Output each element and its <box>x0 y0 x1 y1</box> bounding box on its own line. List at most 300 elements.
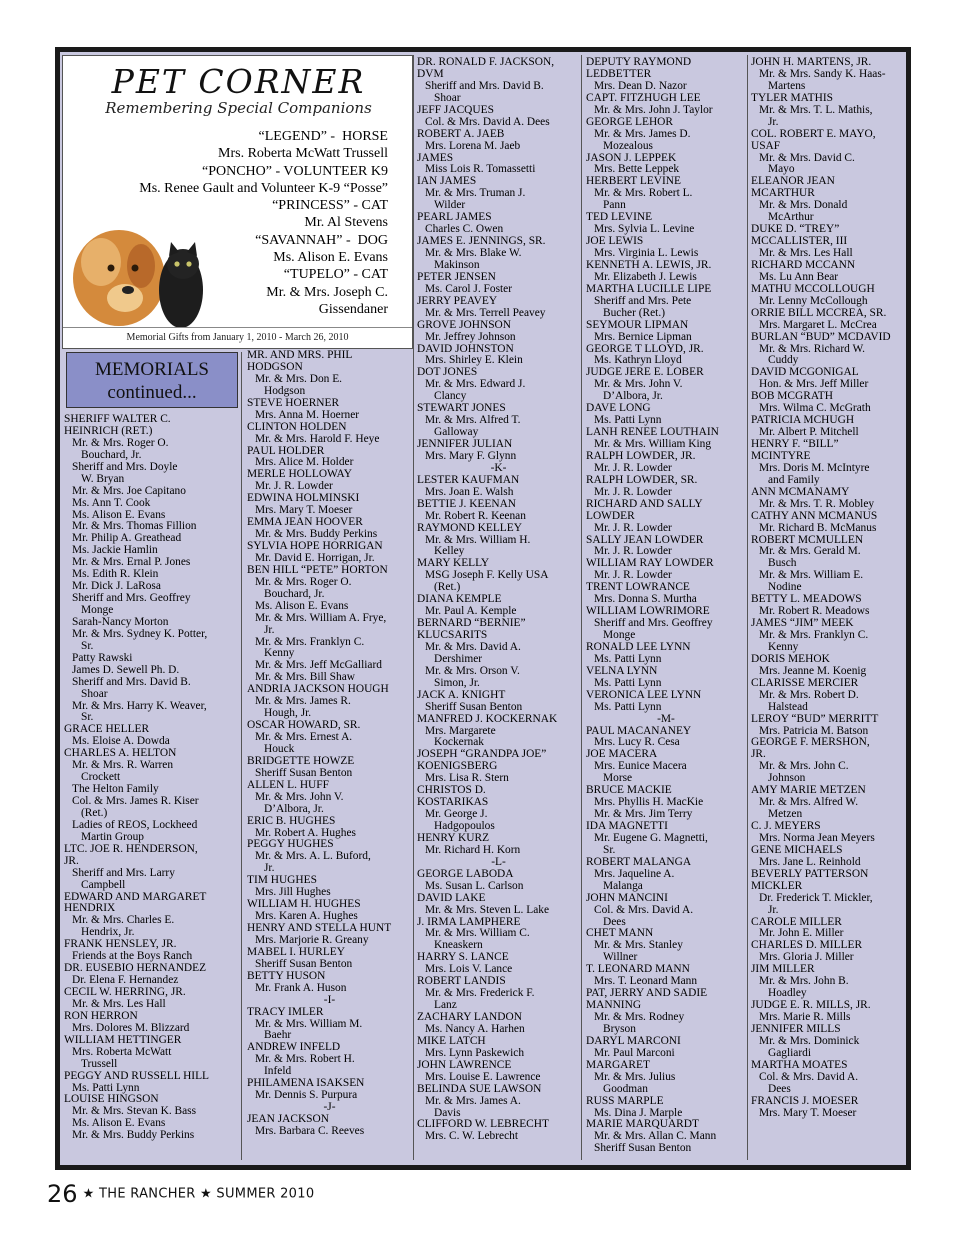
honoree-name: SALLY JEAN LOWDER <box>586 533 704 546</box>
donor-line: Mr. & Mrs. Roger O. <box>255 575 352 588</box>
honoree-name: LEDBETTER <box>586 67 652 80</box>
donor-line: Mr. & Mrs. Steven L. Lake <box>425 903 550 916</box>
donor-line: Mr. & Mrs. John V. <box>255 790 344 803</box>
donor-line-continued: Jr. <box>768 115 779 128</box>
donor-line: Mrs. Lorena M. Jaeb <box>425 139 521 152</box>
donor-line: Mr. J. R. Lowder <box>594 521 672 534</box>
donor-line-continued: Kockernak <box>434 736 484 749</box>
donor-line: Mr. & Mrs. Franklyn C. <box>759 629 869 641</box>
honoree-name: USAF <box>751 139 781 152</box>
pet-line: “SAVANNAH” - DOG <box>255 232 388 248</box>
donor-line-continued: Cuddy <box>768 354 799 367</box>
honoree-name: MARIE MARQUARDT <box>586 1118 699 1131</box>
donor-line: Mrs. Gloria J. Miller <box>759 951 854 964</box>
donor-line-continued: Dershimer <box>434 652 483 665</box>
honoree-name: HENRY AND STELLA HUNT <box>247 922 392 934</box>
donor-line: Mr. & Mrs. Robert D. <box>759 688 859 701</box>
donor-line: Mr. & Mrs. William M. <box>255 1017 363 1030</box>
donor-line: Mrs. Anna M. Hoerner <box>255 408 360 421</box>
column-divider <box>241 352 242 1160</box>
honoree-name: COL. ROBERT E. MAYO, <box>751 127 876 140</box>
donor-line: Mr. & Mrs. Blake W. <box>425 247 522 259</box>
honoree-name: RON HERRON <box>64 1009 138 1022</box>
donor-line: Mrs. Margarete <box>425 724 496 737</box>
donor-line: Col. & Mrs. David A. Dees <box>425 115 550 128</box>
donor-line: Mr. & Mrs. Stanley <box>594 939 683 952</box>
page-footer <box>47 1180 314 1208</box>
honoree-name: ALLEN L. HUFF <box>247 778 329 791</box>
honoree-name: JOE LEWIS <box>586 235 644 248</box>
honoree-name: CHET MANN <box>586 927 654 940</box>
honoree-name: BEN HILL “PETE” HORTON <box>247 563 388 576</box>
donor-line-continued: Nodine <box>768 581 802 594</box>
donor-line: James D. Sewell Ph. D. <box>72 663 180 676</box>
honoree-name: JIM MILLER <box>751 963 815 976</box>
honoree-name: LEROY “BUD” MERRITT <box>751 712 879 725</box>
donor-line: Sarah-Nancy Morton <box>72 615 169 628</box>
donor-line: Mrs. T. Leonard Mann <box>594 975 698 988</box>
honoree-name: ANN MCMANAMY <box>751 485 850 498</box>
donor-line: Ms. Patti Lynn <box>72 1081 140 1094</box>
honoree-name: RONALD LEE LYNN <box>586 640 691 653</box>
honoree-name: MANNING <box>586 999 642 1012</box>
donor-line: Mr. & Mrs. Gerald M. <box>759 545 861 558</box>
honoree-name: JEAN JACKSON <box>247 1113 329 1125</box>
donor-line-continued: Hodgson <box>264 384 306 397</box>
donor-line-continued: Monge <box>603 629 636 641</box>
donor-line: Ms. Patti Lynn <box>594 652 662 665</box>
donor-line-continued: Campbell <box>81 878 126 891</box>
donor-line: Mr. & Mrs. Rodney <box>594 1011 685 1023</box>
donor-line: Mr. Paul A. Kemple <box>425 605 517 618</box>
donor-line-continued: Willner <box>603 951 638 964</box>
donor-line: Mr. & Mrs. Orson V. <box>425 664 520 677</box>
donor-line-continued: Bouchard, Jr. <box>81 448 142 461</box>
donor-line: Ms. Dina J. Marple <box>594 1106 683 1119</box>
donor-line: Ms. Alison E. Evans <box>72 508 166 521</box>
donor-line: Mr. Robert R. Keenan <box>425 509 526 522</box>
donor-line: Mr. & Mrs. Richard W. <box>759 342 865 355</box>
memorial-column-1 <box>64 414 240 1142</box>
honoree-name: WILLIAM LOWRIMORE <box>586 605 710 618</box>
honoree-name: SHERIFF WALTER C. <box>64 413 171 425</box>
donor-line: Friends at the Boys Ranch <box>72 950 193 963</box>
honoree-name: PAUL HOLDER <box>247 444 325 457</box>
pet-line: “PONCHO” - VOLUNTEER K9 <box>202 163 388 179</box>
honoree-name: MANFRED J. KOCKERNAK <box>417 712 558 725</box>
donor-line: Mr. & Mrs. James D. <box>594 127 691 140</box>
donor-line: Mrs. Patricia M. Batson <box>759 724 869 737</box>
donor-line-continued: Hough, Jr. <box>264 707 312 720</box>
donor-line: Mrs. Joan E. Walsh <box>425 485 514 498</box>
donor-line: Mrs. Dean D. Nazor <box>594 79 687 92</box>
donor-line: Mr. Philip A. Greathead <box>72 532 182 545</box>
donor-line-continued: Gagliardi <box>768 1046 812 1059</box>
honoree-name: JASON J. LEPPEK <box>586 151 677 164</box>
honoree-name: HENDRIX <box>64 902 116 915</box>
donor-line: Mr. David E. Horrigan, Jr. <box>255 551 375 564</box>
honoree-name: ROBERT A. JAEB <box>417 127 505 140</box>
honoree-name: VELNA LYNN <box>586 664 658 677</box>
donor-line-continued: D’Albora, Jr. <box>264 802 324 815</box>
donor-line-continued: Martens <box>768 79 806 92</box>
honoree-name: FRANCIS J. MOESER <box>751 1094 859 1107</box>
honoree-name: JOHN H. MARTENS, JR. <box>751 56 872 68</box>
honoree-name: KOENIGSBERG <box>417 760 498 773</box>
donor-line: Mr. & Mrs. Robert H. <box>255 1053 355 1066</box>
honoree-name: MABEL I. HURLEY <box>247 945 345 958</box>
pet-line: Ms. Alison E. Evans <box>273 250 388 266</box>
honoree-name: MERLE HOLLOWAY <box>247 468 352 481</box>
memorial-column-5 <box>751 57 909 1119</box>
donor-line: Mrs. Louise E. Lawrence <box>425 1070 541 1083</box>
donor-line: Mr. & Mrs. Bill Shaw <box>255 671 355 684</box>
honoree-name: LOUISE HINGSON <box>64 1093 159 1106</box>
honoree-name: MCCALLISTER, III <box>751 235 848 248</box>
honoree-name: MCINTYRE <box>751 449 811 462</box>
section-letter: -I- <box>323 993 336 1006</box>
donor-line: Ms. Eloise A. Dowda <box>72 735 170 748</box>
donor-line: Ms. Alison E. Evans <box>72 1117 166 1130</box>
honoree-name: HODGSON <box>247 360 303 373</box>
honoree-name: T. LEONARD MANN <box>586 963 690 976</box>
donor-line-continued: Simon, Jr. <box>434 676 480 689</box>
honoree-name: STEVE HOERNER <box>247 396 340 409</box>
pet-line: “PRINCESS” - CAT <box>272 198 388 214</box>
honoree-name: JENNIFER MILLS <box>751 1022 841 1035</box>
donor-line: Mr. George J. <box>425 808 488 821</box>
pet-corner-box <box>62 55 413 349</box>
honoree-name: DUKE D. “TREY” <box>751 223 840 236</box>
donor-line: Ms. Carol J. Foster <box>425 282 513 295</box>
donor-line: Mr. Jeffrey Johnson <box>425 330 516 343</box>
donor-line: Col. & Mrs. David A. <box>594 903 694 916</box>
honoree-name: EDWARD AND MARGARET <box>64 890 207 903</box>
honoree-name: ORRIE BILL MCCREA, SR. <box>751 306 887 319</box>
honoree-name: JACK A. KNIGHT <box>417 688 506 701</box>
donor-line: Ms. Patti Lynn <box>594 700 662 713</box>
pet-corner-title: PET CORNER <box>111 62 366 101</box>
memorials-heading-title: MEMORIALS <box>94 359 209 380</box>
donor-line: Mr. John E. Miller <box>759 927 844 940</box>
donor-line: Mr. & Mrs. Jim Terry <box>594 808 693 821</box>
honoree-name: GEORGE F. MERSHON, <box>751 736 870 749</box>
donor-line: Mrs. Norma Jean Meyers <box>759 831 875 844</box>
donor-line-continued: Hoadley <box>768 987 807 1000</box>
donor-line: Mr. & Mrs. Les Hall <box>72 997 166 1010</box>
donor-line-continued: Hendrix, Jr. <box>81 926 135 939</box>
donor-line-continued: Makinson <box>434 258 480 271</box>
donor-line: Mrs. Lucy R. Cesa <box>594 736 680 749</box>
donor-line: Mr. & Mrs. William C. <box>425 927 530 940</box>
donor-line: Ms. Jackie Hamlin <box>72 544 158 557</box>
pet-line: Ms. Renee Gault and Volunteer K-9 “Posse” <box>139 180 388 196</box>
honoree-name: DAVID JOHNSTON <box>417 342 514 355</box>
donor-line: Sheriff and Mrs. David B. <box>425 79 544 92</box>
honoree-name: MICKLER <box>751 879 803 892</box>
honoree-name: JEFF JACQUES <box>417 103 494 116</box>
honoree-name: TYLER MATHIS <box>751 91 833 104</box>
donor-line-continued: (Ret.) <box>434 581 461 594</box>
honoree-name: BETTY HUSON <box>247 969 326 982</box>
donor-line-continued: (Ret.) <box>81 806 108 819</box>
donor-line: Mr. & Mrs. Julius <box>594 1070 676 1083</box>
donor-line: Mr. & Mrs. Donald <box>759 199 848 212</box>
donor-line: Sheriff and Mrs. Pete <box>594 294 692 307</box>
donor-line: Hon. & Mrs. Jeff Miller <box>759 378 869 391</box>
pet-line: Gissendaner <box>318 301 388 317</box>
donor-line: Mrs. Karen A. Hughes <box>255 910 358 923</box>
honoree-name: TRACY IMLER <box>247 1005 324 1018</box>
honoree-name: MCARTHUR <box>751 187 815 200</box>
honoree-name: JOSEPH “GRANDPA JOE” <box>417 748 547 761</box>
donor-line-continued: Bucher (Ret.) <box>603 306 665 319</box>
donor-line: Mr. & Mrs. Don E. <box>255 372 343 385</box>
donor-line-continued: Busch <box>768 557 797 570</box>
donor-line: Mr. & Mrs. Charles E. <box>72 914 175 927</box>
memorial-column-2 <box>247 350 412 1138</box>
honoree-name: RAYMOND KELLEY <box>417 521 522 534</box>
donor-line: Mr. & Mrs. Buddy Perkins <box>255 528 378 541</box>
memorials-heading <box>66 352 238 408</box>
donor-line: Mr. & Mrs. Ernal P. Jones <box>72 556 191 569</box>
donor-line-continued: Martin Group <box>81 830 144 843</box>
donor-line: Sheriff Susan Benton <box>425 700 523 713</box>
donor-line: Mr. & Mrs. Sydney K. Potter, <box>72 627 208 640</box>
donor-line: Mrs. Virginia L. Lewis <box>594 247 699 259</box>
donor-line: Mr. & Mrs. David C. <box>759 151 855 164</box>
donor-line: Mr. & Mrs. Harold F. Heye <box>255 432 380 445</box>
honoree-name: CAPT. FITZHUGH LEE <box>586 91 701 104</box>
honoree-name: PETER JENSEN <box>417 270 496 283</box>
donor-line: Mr. & Mrs. T. R. Mobley <box>759 497 875 510</box>
publication-line: ★ THE RANCHER ★ SUMMER 2010 <box>82 1186 315 1202</box>
donor-line: Mr. J. R. Lowder <box>594 485 672 498</box>
honoree-name: KENNETH A. LEWIS, JR. <box>586 258 712 271</box>
donor-line-continued: and Family <box>768 473 820 486</box>
donor-line: Dr. Elena F. Hernandez <box>72 974 179 987</box>
honoree-name: BRUCE MACKIE <box>586 784 672 797</box>
donor-line: Ms. Lu Ann Bear <box>759 270 839 283</box>
donor-line-continued: Jr. <box>264 862 275 875</box>
honoree-name: RALPH LOWDER, JR. <box>586 449 696 462</box>
honoree-name: DIANA KEMPLE <box>417 593 502 606</box>
pet-line: “LEGEND” - HORSE <box>258 129 388 144</box>
donor-line: Sheriff and Mrs. Doyle <box>72 460 178 473</box>
honoree-name: JERRY PEAVEY <box>417 294 498 307</box>
donor-line-continued: Clancy <box>434 390 467 403</box>
column-divider <box>747 55 748 1160</box>
donor-line: Mr. Robert A. Hughes <box>255 826 356 839</box>
donor-line: Mr. & Mrs. John J. Taylor <box>594 103 713 116</box>
donor-line: Mr. & Mrs. Dominick <box>759 1034 860 1047</box>
honoree-name: BEVERLY PATTERSON <box>751 867 869 880</box>
honoree-name: LOWDER <box>586 509 635 522</box>
section-letter: -L- <box>491 855 506 868</box>
donor-line: Mr. Lenny McCollough <box>759 294 868 307</box>
honoree-name: CHRISTOS D. <box>417 784 486 797</box>
donor-line: Mr. & Mrs. Terrell Peavey <box>425 306 546 319</box>
honoree-name: TIM HUGHES <box>247 874 317 887</box>
honoree-name: OSCAR HOWARD, SR. <box>247 719 361 732</box>
honoree-name: RUSS MARPLE <box>586 1094 664 1107</box>
donor-line: Mr. & Mrs. William H. <box>425 533 531 546</box>
donor-line-continued: Sr. <box>81 639 94 652</box>
honoree-name: BOB MCGRATH <box>751 390 833 403</box>
donor-line: Mr. & Mrs. James R. <box>255 695 351 708</box>
honoree-name: MR. AND MRS. PHIL <box>247 349 353 361</box>
donor-line: Miss Lois R. Tomassetti <box>425 163 536 176</box>
honoree-name: HEINRICH (RET.) <box>64 424 153 437</box>
section-letter: -M- <box>657 712 675 725</box>
donor-line: Mr. Frank A. Huson <box>255 981 347 994</box>
donor-line-continued: Bouchard, Jr. <box>264 587 325 600</box>
donor-line: Charles C. Owen <box>425 223 504 236</box>
donor-line-continued: Shoar <box>434 91 461 104</box>
honoree-name: PEARL JAMES <box>417 211 492 224</box>
donor-line: Mr. Eugene G. Magnetti, <box>594 831 708 844</box>
honoree-name: CECIL W. HERRING, JR. <box>64 986 186 998</box>
donor-line-continued: Sr. <box>81 711 94 724</box>
donor-line-continued: Lanz <box>434 999 457 1012</box>
donor-line: Sheriff Susan Benton <box>255 957 353 970</box>
donor-line: Mrs. Jeanne M. Koenig <box>759 664 867 677</box>
donor-line: Sheriff and Mrs. Geoffrey <box>594 617 713 630</box>
donor-line: Col. & Mrs. David A. <box>759 1070 859 1083</box>
donor-line-continued: Kenny <box>264 647 295 660</box>
honoree-name: MARTHA MOATES <box>751 1058 848 1071</box>
honoree-name: LESTER KAUFMAN <box>417 473 520 486</box>
donor-line: Mr. Elizabeth J. Lewis <box>594 270 697 283</box>
donor-line: Ms. Susan L. Carlson <box>425 879 524 892</box>
honoree-name: IAN JAMES <box>417 175 477 188</box>
honoree-name: GEORGE LABODA <box>417 867 514 880</box>
donor-line: Mr. & Mrs. Ernest A. <box>255 731 353 743</box>
donor-line-continued: Monge <box>81 604 114 616</box>
donor-line-continued: Kenny <box>768 640 799 653</box>
honoree-name: EMMA JEAN HOOVER <box>247 516 363 529</box>
donor-line: Mrs. Lynn Paskewich <box>425 1046 525 1059</box>
donor-line-continued: Mozealous <box>603 139 653 152</box>
honoree-name: SEYMOUR LIPMAN <box>586 318 689 331</box>
donor-line: Mr. Dennis S. Purpura <box>255 1089 358 1102</box>
donor-line-continued: Kneaskern <box>434 939 483 952</box>
memorial-gifts-caption: Memorial Gifts from January 1, 2010 - March 26, 2010 <box>63 327 412 348</box>
honoree-name: BERNARD “BERNIE” <box>417 617 526 630</box>
honoree-name: JENNIFER JULIAN <box>417 438 513 450</box>
donor-line-continued: Metzen <box>768 808 803 821</box>
donor-line-continued: Pann <box>603 199 626 212</box>
honoree-name: HERBERT LEVINE <box>586 175 681 188</box>
honoree-name: MARGARET <box>586 1058 650 1071</box>
honoree-name: GRACE HELLER <box>64 723 150 736</box>
donor-line: Mrs. Mary F. Glynn <box>425 449 517 462</box>
donor-line: Mr. & Mrs. Franklyn C. <box>255 635 365 648</box>
donor-line: Mr. & Mrs. Allan C. Mann <box>594 1130 717 1143</box>
donor-line-continued: Infeld <box>264 1065 292 1078</box>
honoree-name: JAMES “JIM” MEEK <box>751 617 854 630</box>
honoree-name: WILLIAM HETTINGER <box>64 1033 182 1046</box>
donor-line: Mrs. Shirley E. Klein <box>425 354 523 367</box>
honoree-name: GENE MICHAELS <box>751 843 843 856</box>
memorials-heading-subtitle: continued... <box>107 382 197 403</box>
honoree-name: CLIFFORD W. LEBRECHT <box>417 1118 549 1131</box>
section-letter: -J- <box>323 1101 336 1114</box>
honoree-name: CHARLES A. HELTON <box>64 747 177 760</box>
donor-line: Mrs. Lois V. Lance <box>425 963 513 976</box>
donor-line: Mr. & Mrs. Edward J. <box>425 378 526 391</box>
donor-line: Col. & Mrs. James R. Kiser <box>72 795 199 807</box>
donor-line: Ladies of REOS, Lockheed <box>72 818 198 831</box>
section-letter: -K- <box>490 461 507 474</box>
donor-line-continued: Baehr <box>264 1029 292 1042</box>
donor-line-continued: Dees <box>603 915 626 928</box>
honoree-name: PHILAMENA ISAKSEN <box>247 1077 365 1090</box>
honoree-name: CATHY ANN MCMANUS <box>751 509 878 522</box>
donor-line: Sheriff Susan Benton <box>594 1142 692 1155</box>
donor-line: Mr. & Mrs. John C. <box>759 760 849 773</box>
donor-line: Mrs. Barbara C. Reeves <box>255 1124 365 1137</box>
donor-line: Mr. & Mrs. Robert L. <box>594 187 693 200</box>
donor-line: The Helton Family <box>72 783 159 796</box>
donor-line: Mrs. Eunice Macera <box>594 760 687 773</box>
honoree-name: BURLAN “BUD” MCDAVID <box>751 330 891 343</box>
donor-line: Mr. & Mrs. R. Warren <box>72 759 174 772</box>
donor-line: Mr. & Mrs. John B. <box>759 975 849 988</box>
honoree-name: ROBERT LANDIS <box>417 975 506 988</box>
donor-line: Mrs. C. W. Lebrecht <box>425 1130 519 1143</box>
honoree-name: CLARISSE MERCIER <box>751 676 859 689</box>
honoree-name: GEORGE T LLOYD, JR. <box>586 342 704 355</box>
honoree-name: LTC. JOE R. HENDERSON, <box>64 842 198 855</box>
donor-line: Ms. Ann T. Cook <box>72 496 151 509</box>
honoree-name: AMY MARIE METZEN <box>751 784 866 797</box>
honoree-name: KLUCSARITS <box>417 629 488 641</box>
donor-line: Mrs. Mary T. Moeser <box>759 1106 857 1119</box>
donor-line-continued: Johnson <box>768 772 806 785</box>
honoree-name: C. J. MEYERS <box>751 820 821 832</box>
donor-line: Mr. & Mrs. T. L. Mathis, <box>759 103 873 116</box>
honoree-name: JAMES E. JENNINGS, SR. <box>417 235 546 248</box>
donor-line: Mrs. Jill Hughes <box>255 886 331 899</box>
donor-line: Mrs. Lisa R. Stern <box>425 772 509 785</box>
donor-line: Mr. & Mrs. William E. <box>759 569 864 582</box>
donor-line: Mr. & Mrs. Harry K. Weaver, <box>72 699 207 712</box>
honoree-name: RICHARD MCCANN <box>751 258 856 271</box>
honoree-name: BETTIE J. KEENAN <box>417 497 517 510</box>
memorial-column-3 <box>417 57 580 1143</box>
donor-line-continued: Davis <box>434 1106 461 1119</box>
donor-line: Ms. Patti Lynn <box>594 676 662 689</box>
donor-line-continued: McArthur <box>768 211 814 224</box>
donor-line-continued: Dees <box>768 1082 791 1095</box>
column-divider <box>413 55 414 1160</box>
honoree-name: JOHN LAWRENCE <box>417 1058 512 1071</box>
honoree-name: DARYL MARCONI <box>586 1034 681 1047</box>
honoree-name: DR. EUSEBIO HERNANDEZ <box>64 962 207 975</box>
donor-line: Mr. & Mrs. David A. <box>425 640 521 653</box>
donor-line: Mr. & Mrs. Joe Capitano <box>72 484 186 497</box>
honoree-name: TED LEVINE <box>586 211 653 224</box>
donor-line: Mrs. Jane L. Reinhold <box>759 855 861 868</box>
honoree-name: J. IRMA LAMPHERE <box>417 915 521 928</box>
donor-line: Sheriff and Mrs. Larry <box>72 866 175 879</box>
honoree-name: WILLIAM H. HUGHES <box>247 898 361 911</box>
donor-line: Sheriff and Mrs. David B. <box>72 675 191 688</box>
honoree-name: MARY KELLY <box>417 557 490 570</box>
donor-line-continued: Wilder <box>434 199 466 212</box>
honoree-name: MATHU MCCOLLOUGH <box>751 282 875 295</box>
